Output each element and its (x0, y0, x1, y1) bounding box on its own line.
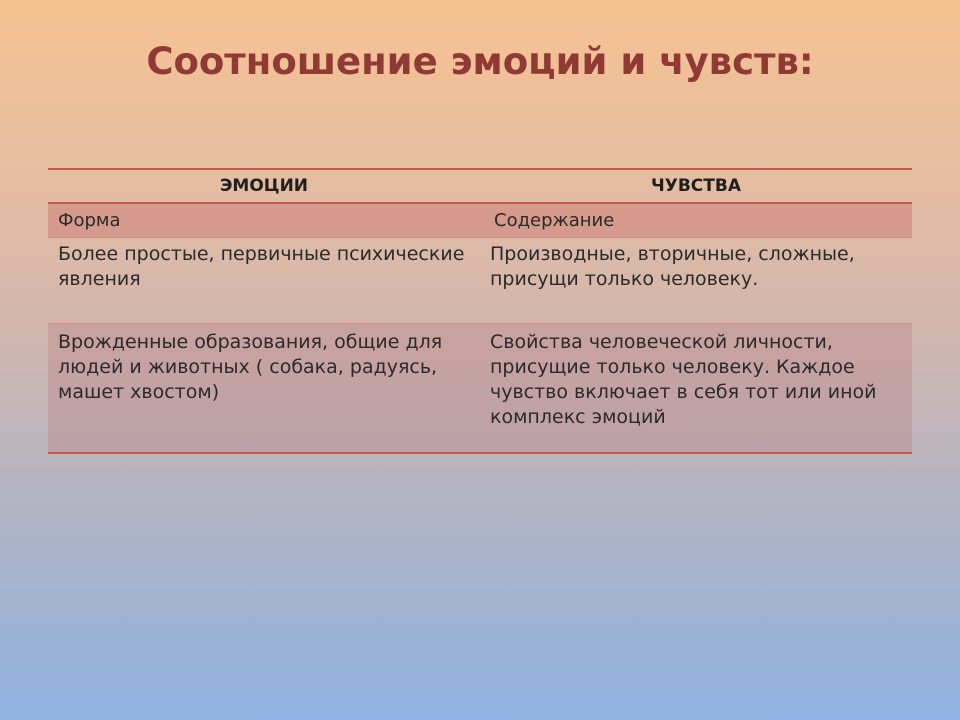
table-cell: Форма (48, 203, 480, 238)
table-row (48, 324, 912, 454)
table-cell: Производные, вторичные, сложные, присущи только человеку. (490, 243, 855, 290)
table-cell: Содержание (480, 203, 912, 238)
slide-title: Соотношение эмоций и чувств: (146, 40, 814, 83)
header-emotions: ЭМОЦИИ (48, 169, 480, 203)
table-row (48, 203, 912, 238)
table-row (48, 238, 912, 324)
table-cell: Свойства человеческой личности, присущие только человеку. Каждое чувство включает в себя тот или иной комплекс эмоций (480, 324, 912, 454)
table-cell: Врожденные образования, общие для людей и животных ( собака, радуясь, машет хвостом) (48, 324, 480, 454)
table-cell: Более простые, первичные психические явления (58, 243, 465, 290)
comparison-table (48, 168, 912, 454)
table-header-row (48, 169, 912, 203)
header-feelings: ЧУВСТВА (480, 169, 912, 203)
comparison-table-container (48, 168, 912, 454)
